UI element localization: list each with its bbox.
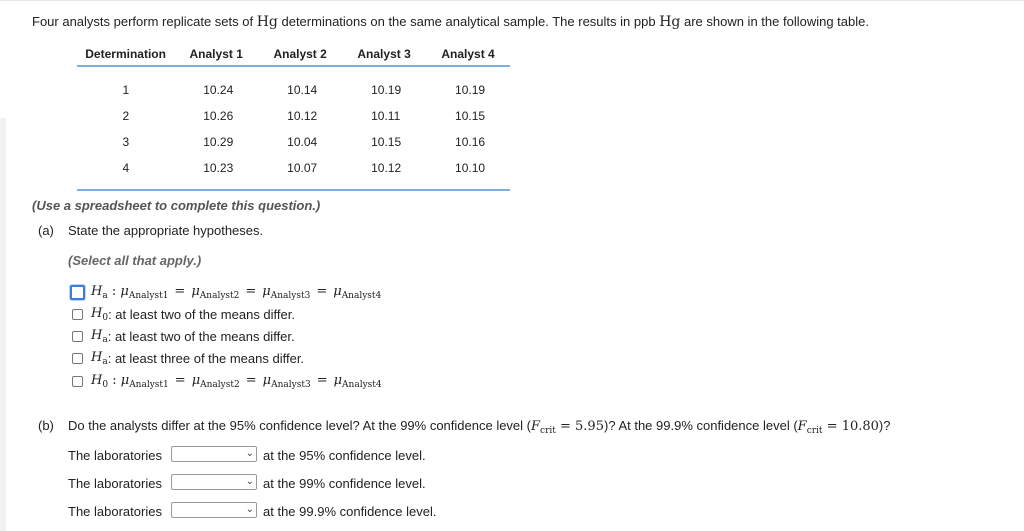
table-cell: 3 <box>122 135 130 149</box>
top-divider <box>0 0 1024 1</box>
chevron-down-icon: ⌄ <box>245 504 254 515</box>
table-cell: 10.29 <box>203 135 234 149</box>
table-cell: 10.12 <box>287 109 318 123</box>
answer-row-suffix: at the 99.9% confidence level. <box>263 504 437 519</box>
table-cell: 10.12 <box>342 155 426 190</box>
option-symbol: $H_a$ <box>91 350 108 367</box>
option-text: : at least two of the means differ. <box>107 329 295 344</box>
hypothesis-option-2[interactable] <box>72 306 295 323</box>
table-cell: 2 <box>122 109 130 123</box>
column-header: Analyst 1 <box>174 43 258 66</box>
answer-row-suffix: at the 99% confidence level. <box>263 476 426 491</box>
table-cell: 1 <box>122 83 130 97</box>
answer-row-label: The laboratories <box>68 504 162 519</box>
table-row <box>77 103 510 129</box>
hypothesis-option-1[interactable] <box>72 284 381 301</box>
chevron-down-icon: ⌄ <box>245 476 254 487</box>
table-cell: 10.15 <box>455 109 486 123</box>
table-cell: 10.11 <box>371 109 401 123</box>
table-cell: 10.19 <box>455 83 486 97</box>
left-gutter <box>0 118 6 531</box>
table-cell: 10.19 <box>371 83 402 97</box>
hypothesis-checkbox[interactable] <box>72 353 83 364</box>
part-b-prompt: Do the analysts differ at the 95% confidence level? At the 99% confidence level $(F_{crit} = 5.95)$? At the 99.9% confidence level $(F_{crit} = 10.80)$? <box>68 418 891 436</box>
answer-row-label: The laboratories <box>68 448 162 463</box>
table-cell: 4 <box>77 155 174 190</box>
answer-row-label: The laboratories <box>68 476 162 491</box>
option-symbol: $H_a$ <box>91 328 108 345</box>
option-formula: $H_0$ : $\mu_{Analyst1} = \mu_{Analyst2} = \mu_{Analyst3} = \mu_{Analyst4}$ <box>91 373 382 390</box>
results-table <box>77 43 510 191</box>
laboratories-dropdown-999[interactable] <box>171 502 257 518</box>
table-cell: 10.10 <box>426 155 510 190</box>
hypothesis-checkbox[interactable] <box>70 285 85 300</box>
hypothesis-option-3[interactable] <box>72 328 295 345</box>
table-cell: 10.14 <box>287 83 318 97</box>
table-cell: 10.23 <box>174 155 258 190</box>
part-a-label: (a) <box>38 223 54 238</box>
column-header: Analyst 2 <box>258 43 342 66</box>
laboratories-dropdown-95[interactable] <box>171 446 257 462</box>
table-row <box>77 155 510 190</box>
column-header: Determination <box>77 43 174 66</box>
table-row <box>77 129 510 155</box>
option-text: : at least three of the means differ. <box>107 351 305 366</box>
table-cell: 10.26 <box>203 109 234 123</box>
hypothesis-checkbox[interactable] <box>72 376 83 387</box>
answer-row-suffix: at the 95% confidence level. <box>263 448 426 463</box>
laboratories-dropdown-99[interactable] <box>171 474 257 490</box>
question-intro: Four analysts perform replicate sets of Hg determinations on the same analytical sample. The results in ppb Hg are shown in the following table. <box>32 14 869 30</box>
table-cell: 10.24 <box>203 83 234 97</box>
column-header: Analyst 3 <box>342 43 426 66</box>
table-cell: 10.16 <box>455 135 486 149</box>
table-header-row <box>77 43 510 66</box>
option-text: : at least two of the means differ. <box>108 307 295 322</box>
select-all-note: (Select all that apply.) <box>68 253 202 268</box>
part-b-label: (b) <box>38 418 54 433</box>
hypothesis-checkbox[interactable] <box>72 309 83 320</box>
hypothesis-checkbox[interactable] <box>72 331 83 342</box>
table-cell: 10.15 <box>371 135 402 149</box>
table-cell: 10.07 <box>258 155 342 190</box>
option-formula: $H_a$ : $\mu_{Analyst1} = \mu_{Analyst2} = \mu_{Analyst3} = \mu_{Analyst4}$ <box>91 284 382 301</box>
column-header: Analyst 4 <box>426 43 510 66</box>
chevron-down-icon: ⌄ <box>245 448 254 459</box>
table-cell: 10.04 <box>287 135 318 149</box>
hypothesis-option-5[interactable] <box>72 373 382 390</box>
table-row <box>77 66 510 103</box>
part-a-prompt: State the appropriate hypotheses. <box>68 223 264 238</box>
option-symbol: $H_0$ <box>91 306 109 323</box>
hypothesis-option-4[interactable] <box>72 350 304 367</box>
spreadsheet-note: (Use a spreadsheet to complete this question.) <box>32 198 321 213</box>
